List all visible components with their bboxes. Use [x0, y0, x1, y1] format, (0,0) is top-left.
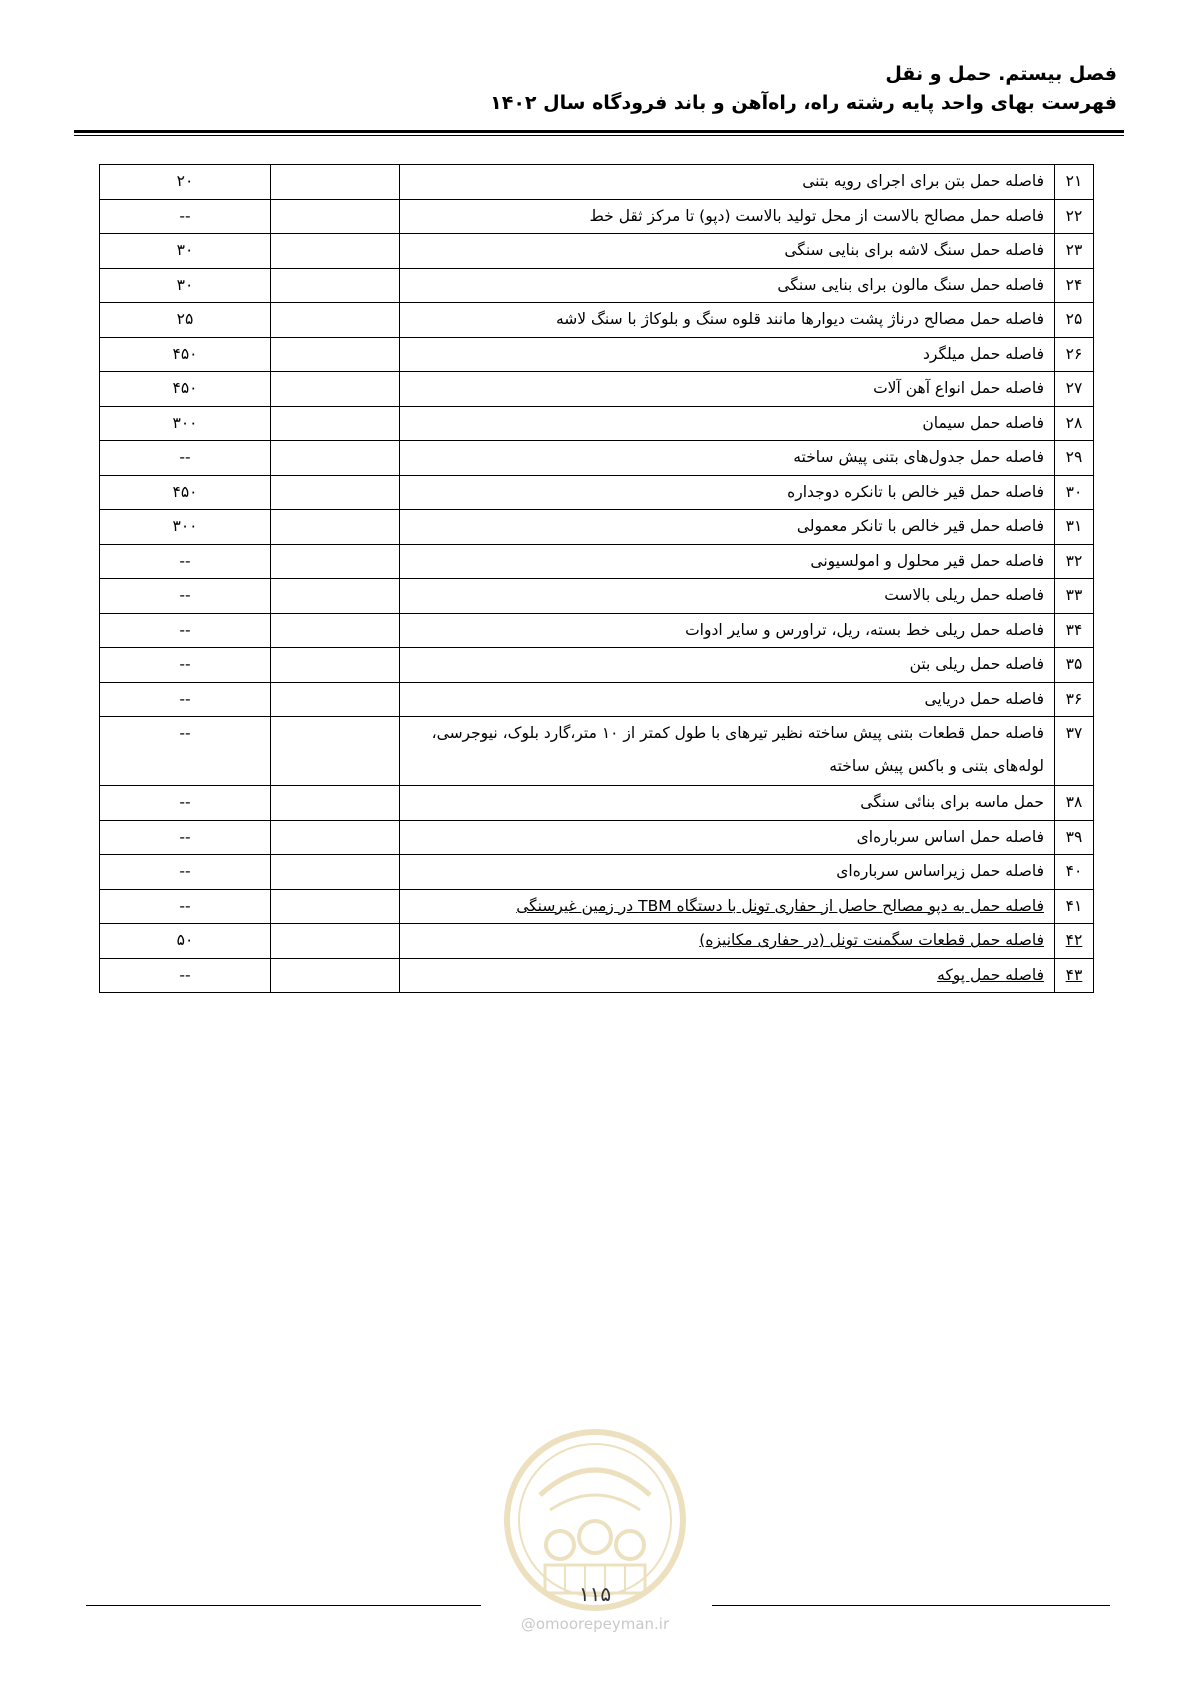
row-empty-cell [271, 717, 400, 786]
row-value: -- [100, 889, 271, 924]
table-row [100, 924, 1094, 959]
row-description: فاصله حمل انواع آهن آلات [400, 372, 1055, 407]
row-value: -- [100, 682, 271, 717]
row-value: ۳۰۰ [100, 406, 271, 441]
row-empty-cell [271, 682, 400, 717]
row-description: فاصله حمل سنگ مالون برای بنایی سنگی [400, 268, 1055, 303]
row-value: -- [100, 199, 271, 234]
footer-rule-left [86, 1605, 481, 1606]
row-empty-cell [271, 268, 400, 303]
table-row [100, 958, 1094, 993]
row-number: ۲۹ [1055, 441, 1094, 476]
row-value: -- [100, 579, 271, 614]
row-number: ۳۴ [1055, 613, 1094, 648]
page-number: ۱۱۵ [578, 1582, 612, 1606]
row-number: ۳۷ [1055, 717, 1094, 786]
row-description: فاصله حمل سنگ لاشه برای بنایی سنگی [400, 234, 1055, 269]
row-number: ۲۸ [1055, 406, 1094, 441]
row-empty-cell [271, 889, 400, 924]
row-value: ۳۰ [100, 268, 271, 303]
row-empty-cell [271, 199, 400, 234]
row-description: فاصله حمل دریایی [400, 682, 1055, 717]
row-value: -- [100, 648, 271, 683]
header-rule-thin [74, 135, 1124, 136]
chapter-title: فصل بیستم. حمل و نقل [885, 63, 1117, 85]
table-row [100, 820, 1094, 855]
row-number: ۴۰ [1055, 855, 1094, 890]
table-body [100, 165, 1094, 993]
row-description: فاصله حمل ریلی بالاست [400, 579, 1055, 614]
table-row [100, 268, 1094, 303]
row-number: ۲۴ [1055, 268, 1094, 303]
row-description: فاصله حمل ریلی خط بسته، ریل، تراورس و سایر ادوات [400, 613, 1055, 648]
row-empty-cell [271, 958, 400, 993]
row-description: فاصله حمل قطعات بتنی پیش ساخته نظیر تیرهای با طول کمتر از ۱۰ متر،گارد بلوک، نیوجرسی، لوله‌های بتنی و باکس پیش ساخته [400, 717, 1055, 786]
table-row [100, 441, 1094, 476]
row-number: ۲۳ [1055, 234, 1094, 269]
row-description: فاصله حمل قطعات سگمنت تونل (در حفاری مکانیزه) [400, 924, 1055, 959]
row-empty-cell [271, 234, 400, 269]
row-number: ۳۶ [1055, 682, 1094, 717]
row-empty-cell [271, 372, 400, 407]
table-row [100, 165, 1094, 200]
row-description: فاصله حمل زیراساس سرباره‌ای [400, 855, 1055, 890]
row-value: ۴۵۰ [100, 475, 271, 510]
row-value: ۲۵ [100, 303, 271, 338]
list-title: فهرست بهای واحد پایه رشته راه، راه‌آهن و باند فرودگاه سال ۱۴۰۲ [490, 92, 1117, 114]
table-row [100, 544, 1094, 579]
row-number: ۳۰ [1055, 475, 1094, 510]
row-value: -- [100, 855, 271, 890]
row-value: ۳۰۰ [100, 510, 271, 545]
row-number: ۴۲ [1055, 924, 1094, 959]
row-number: ۲۶ [1055, 337, 1094, 372]
row-value: ۵۰ [100, 924, 271, 959]
row-empty-cell [271, 786, 400, 821]
row-description: فاصله حمل ریلی بتن [400, 648, 1055, 683]
row-empty-cell [271, 544, 400, 579]
row-empty-cell [271, 820, 400, 855]
row-value: -- [100, 786, 271, 821]
row-number: ۴۱ [1055, 889, 1094, 924]
row-empty-cell [271, 406, 400, 441]
row-value: -- [100, 613, 271, 648]
row-value: ۳۰ [100, 234, 271, 269]
table-row [100, 579, 1094, 614]
row-empty-cell [271, 855, 400, 890]
row-value: -- [100, 717, 271, 786]
row-description: فاصله حمل به دپو مصالح حاصل از حفاری تونل با دستگاه TBM در زمین غیرسنگی [400, 889, 1055, 924]
table-row [100, 510, 1094, 545]
row-description: فاصله حمل اساس سرباره‌ای [400, 820, 1055, 855]
row-empty-cell [271, 510, 400, 545]
table-row [100, 303, 1094, 338]
row-empty-cell [271, 613, 400, 648]
row-number: ۳۱ [1055, 510, 1094, 545]
row-number: ۲۱ [1055, 165, 1094, 200]
row-value: ۲۰ [100, 165, 271, 200]
row-value: -- [100, 958, 271, 993]
row-description: فاصله حمل میلگرد [400, 337, 1055, 372]
row-empty-cell [271, 165, 400, 200]
row-empty-cell [271, 337, 400, 372]
row-empty-cell [271, 924, 400, 959]
row-number: ۳۹ [1055, 820, 1094, 855]
table-row [100, 613, 1094, 648]
table-row [100, 648, 1094, 683]
table-row [100, 406, 1094, 441]
row-value: ۴۵۰ [100, 372, 271, 407]
row-value: ۴۵۰ [100, 337, 271, 372]
row-empty-cell [271, 441, 400, 476]
table-row [100, 717, 1094, 786]
row-description: فاصله حمل جدول‌های بتنی پیش ساخته [400, 441, 1055, 476]
table-row [100, 682, 1094, 717]
row-description: فاصله حمل قیر خالص با تانکره دوجداره [400, 475, 1055, 510]
header-rule-thick [74, 130, 1124, 133]
table-row [100, 889, 1094, 924]
row-number: ۲۲ [1055, 199, 1094, 234]
table-row [100, 372, 1094, 407]
table-row [100, 199, 1094, 234]
page-header [67, 60, 1117, 118]
row-description: فاصله حمل قیر محلول و امولسیونی [400, 544, 1055, 579]
row-number: ۳۳ [1055, 579, 1094, 614]
row-empty-cell [271, 475, 400, 510]
row-description: فاصله حمل مصالح درناژ پشت دیوارها مانند قلوه سنگ و بلوکاژ با سنگ لاشه [400, 303, 1055, 338]
row-description: حمل ماسه برای بنائی سنگی [400, 786, 1055, 821]
distance-table [99, 164, 1094, 993]
table-row [100, 855, 1094, 890]
row-description: فاصله حمل بتن برای اجرای رویه بتنی [400, 165, 1055, 200]
row-empty-cell [271, 648, 400, 683]
row-empty-cell [271, 303, 400, 338]
table-row [100, 234, 1094, 269]
row-description: فاصله حمل سیمان [400, 406, 1055, 441]
watermark-url: @omoorepeyman.ir [520, 1615, 670, 1633]
table-row [100, 337, 1094, 372]
row-number: ۴۳ [1055, 958, 1094, 993]
row-description: فاصله حمل پوکه [400, 958, 1055, 993]
row-description: فاصله حمل مصالح بالاست از محل تولید بالاست (دپو) تا مرکز ثقل خط [400, 199, 1055, 234]
table-row [100, 786, 1094, 821]
row-number: ۳۸ [1055, 786, 1094, 821]
row-value: -- [100, 441, 271, 476]
table-row [100, 475, 1094, 510]
footer-rule-right [712, 1605, 1110, 1606]
row-value: -- [100, 544, 271, 579]
row-number: ۳۵ [1055, 648, 1094, 683]
row-number: ۲۷ [1055, 372, 1094, 407]
row-number: ۳۲ [1055, 544, 1094, 579]
row-empty-cell [271, 579, 400, 614]
row-description: فاصله حمل قیر خالص با تانکر معمولی [400, 510, 1055, 545]
row-number: ۲۵ [1055, 303, 1094, 338]
row-value: -- [100, 820, 271, 855]
